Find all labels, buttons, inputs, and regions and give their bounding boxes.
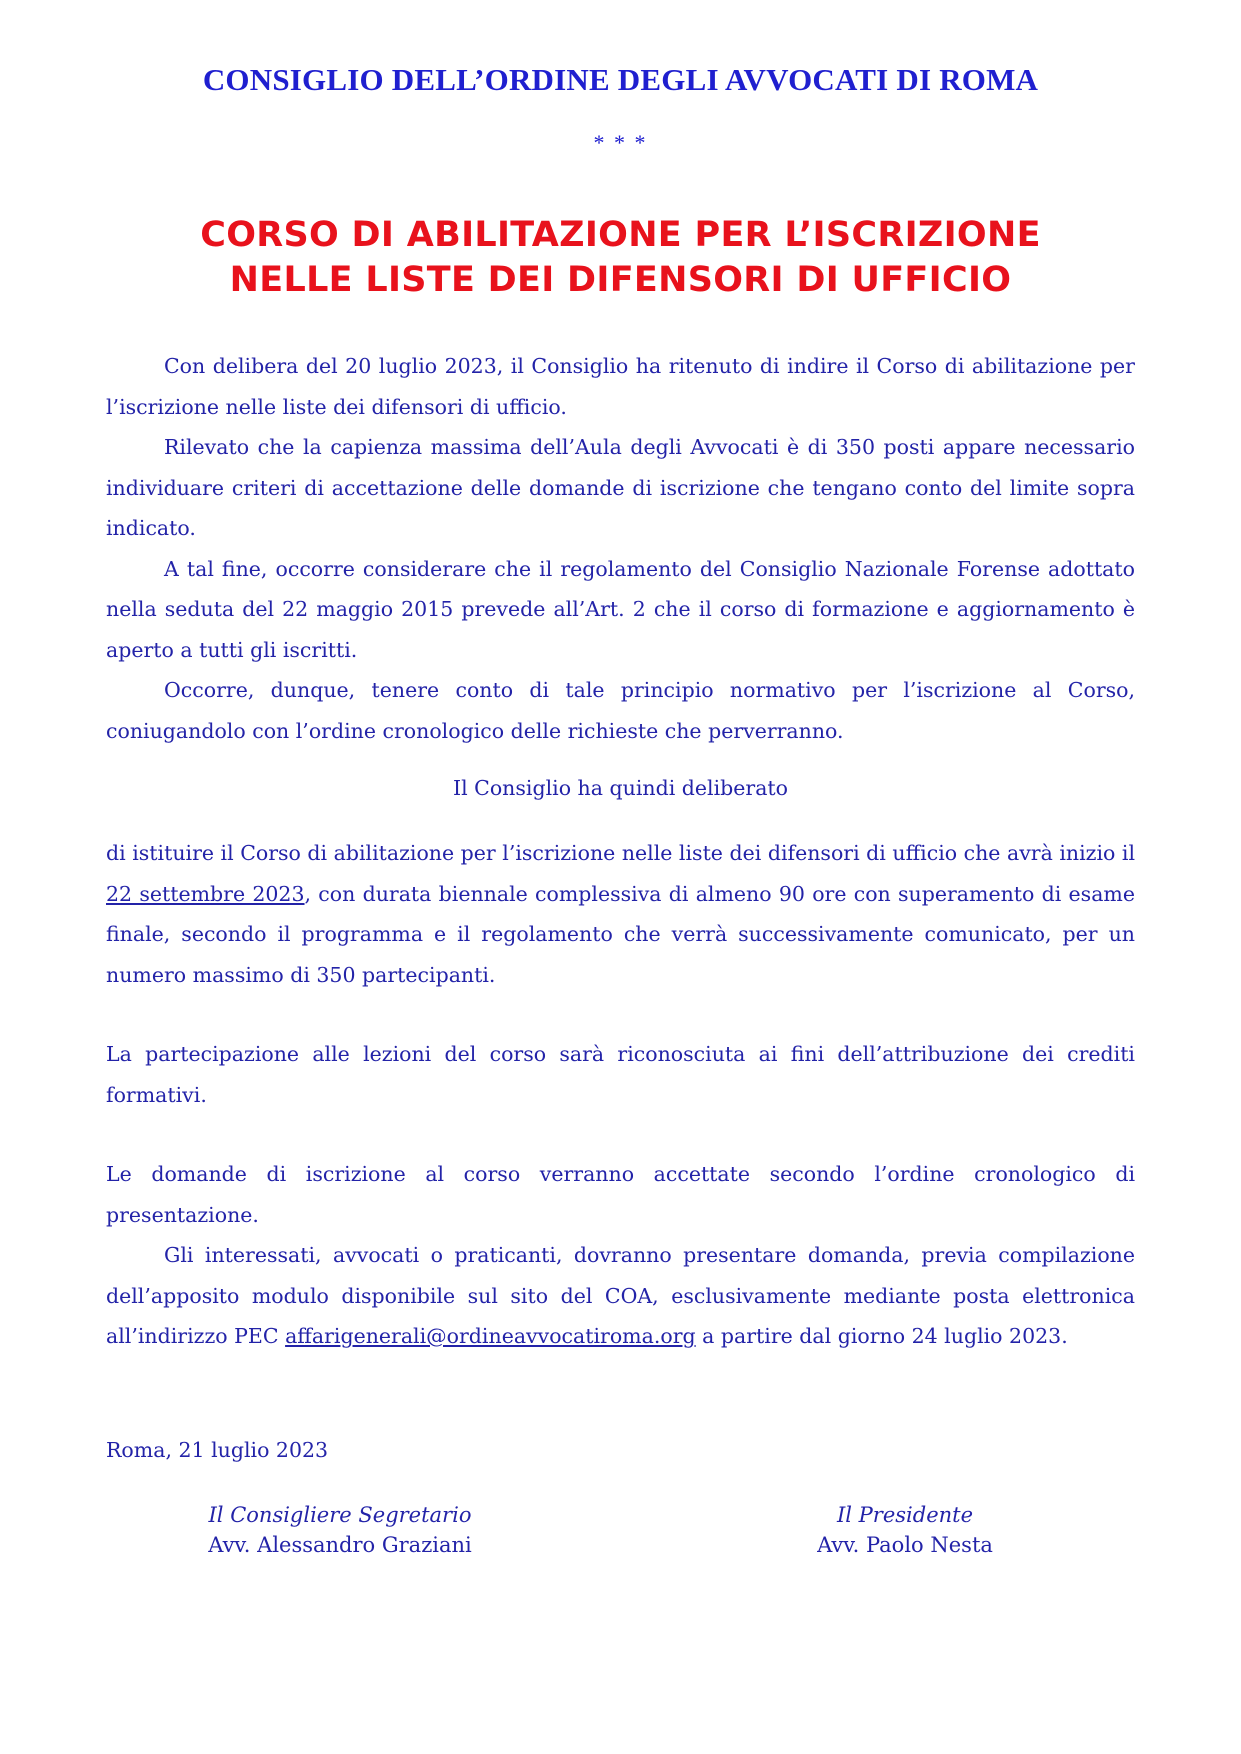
title-line-2: NELLE LISTE DEI DIFENSORI DI UFFICIO xyxy=(229,260,1012,300)
title-line-1: CORSO DI ABILITAZIONE PER L’ISCRIZIONE xyxy=(200,215,1041,255)
premise-paragraph: A tal fine, occorre considerare che il regolamento del Consiglio Nazionale Forense adottato nella seduta del 22 maggio 2015 prevede all’Art. 2 che il corso di formazione e aggiornamento è aperto a tutti gli iscritti. xyxy=(106,556,1135,662)
premise-paragraph: Occorre, dunque, tenere conto di tale principio normativo per l’iscrizione al Corso, coniugandolo con l’ordine cronologico delle richieste che perverranno. xyxy=(106,678,1135,743)
signature-name: Avv. Paolo Nesta xyxy=(817,1533,993,1557)
credits-text: La partecipazione alle lezioni del corso sarà riconosciuta ai fini dell’attribuzione dei crediti formativi. xyxy=(106,1042,1135,1107)
organization-header: CONSIGLIO DELL’ORDINE DEGLI AVVOCATI DI ROMA xyxy=(202,62,1039,97)
decision-text-1: di istituire il Corso di abilitazione per l’iscrizione nelle liste dei difensori di ufficio che avrà inizio il xyxy=(106,841,1135,865)
premise-paragraph: Rilevato che la capienza massima dell’Aula degli Avvocati è di 350 posti appare necessario individuare criteri di accettazione delle domande di iscrizione che tengano conto del limite sopra indicato. xyxy=(106,435,1135,540)
signature-president xyxy=(760,1500,1050,1560)
application-text-2: a partire dal giorno 24 luglio 2023. xyxy=(695,1324,1068,1348)
pec-email-link[interactable]: affarigenerali@ordineavvocatiroma.org xyxy=(285,1324,696,1348)
signature-name: Avv. Alessandro Graziani xyxy=(208,1533,472,1557)
start-date: 22 settembre 2023 xyxy=(106,881,305,906)
application-text-1: Gli interessati, avvocati o praticanti, dovranno presentare domanda, previa compilazione dell’apposito modulo disponibile sul sito del COA, esclusivamente mediante posta elettronica all’indirizzo PEC xyxy=(106,1243,1135,1348)
deliberation-line: Il Consiglio ha quindi deliberato xyxy=(452,776,789,800)
section-separator: * * * xyxy=(593,130,648,155)
decision-text-2: , con durata biennale complessiva di almeno 90 ore con superamento di esame finale, secondo il programma e il regolamento che verrà successivamente comunicato, per un numero massimo di 350 partecipanti. xyxy=(106,881,1135,987)
signature-secretary xyxy=(190,1500,490,1560)
acceptance-text: Le domande di iscrizione al corso verranno accettate secondo l’ordine cronologico di presentazione. xyxy=(106,1162,1135,1227)
place-date: Roma, 21 luglio 2023 xyxy=(106,1438,329,1462)
decision-paragraph xyxy=(106,833,1135,995)
acceptance-block xyxy=(106,1154,1135,1357)
premises-block xyxy=(106,346,1135,751)
signature-role: Il Presidente xyxy=(836,1503,974,1527)
signature-role: Il Consigliere Segretario xyxy=(208,1503,472,1527)
document-title xyxy=(0,213,1241,303)
premise-paragraph: Con delibera del 20 luglio 2023, il Consiglio ha ritenuto di indire il Corso di abilitazione per l’iscrizione nelle liste dei difensori di ufficio. xyxy=(106,354,1135,419)
application-paragraph xyxy=(106,1235,1135,1357)
credits-paragraph xyxy=(106,1034,1135,1115)
